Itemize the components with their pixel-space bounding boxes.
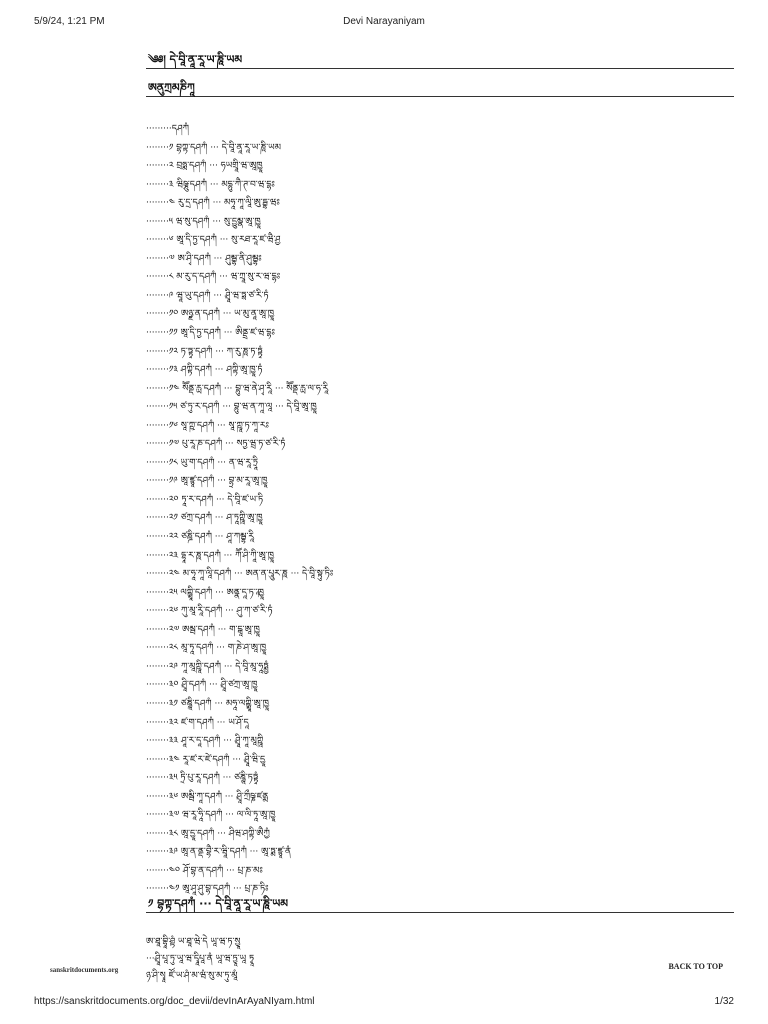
toc-link[interactable]: ········༢༥ ལཀྵྨཱི་དཤཀཾ ··· ཨནྣ་དཱ་ཏ་ཱ་ཁྱཱ [146,587,264,598]
toc-link[interactable]: ········༩ ཝཱ་ཡུ་དཤཀཾ ··· ཤྲཱི་ཝ་ཏྶ་ཙ་རི་ཏཾ [146,290,269,301]
page-number: 1/32 [714,996,734,1007]
toc-link[interactable]: ········༡༢ ཏ་ཏྟྭ་དཤཀཾ ··· ཀ་རུ་ཎཱ་ཏ་ཏྟྭཾ [146,346,263,357]
toc-link[interactable]: ········༤༡ ཨཱ་ཤཱ་ཤུ་བྷ་དཤཀཾ ··· པྲ་ཎ་ཏིཿ [146,884,269,895]
toc-link[interactable]: ········༢༧ ཨམྦ་དཤཀཾ ··· ག་ངྒཱ་ཨཱ་ཁྱཱ [146,624,260,635]
toc-link[interactable]: ········༣༢ ཛ་ག་དཤཀཾ ··· ཡ་ཤོ་དཱ [146,717,249,728]
toc-item [146,751,734,770]
toc-link[interactable]: ········༦ ཨཱ་དི་ཏྱ་དཤཀཾ ··· སུ་རཐ་རཱ་ཛ་ཝཻ་ཤྱ [146,235,281,246]
toc-item [146,639,734,658]
table-of-contents [146,120,734,899]
toc-link[interactable]: ········༣༥ ཏྲི་པུ་རཱ་དཤཀཾ ··· ཙཎྜཱི་ཏཏྟྭཾ [146,773,259,784]
verse-line: ···ཤྲཱི་པཱ་ཏུ་ཡཱ་ཝ་དྭཱིཔཱ་ནཾ ཡཱ་ཝ་ཏྱཱ་ཡཱ ཏྭཱ [146,954,255,964]
toc-link[interactable]: ········༣༨ ཨཱ་དྱཱ་དཤཀཾ ··· ཤིཝ་ཤཀྟི་ཨཻཀྱཾ [146,828,270,839]
toc-link[interactable]: ········༡༦ སཱ་ཀྵ་དཤཀཾ ··· སཱ་ཀྵཱ་ཏ་ཀཱ་རཿ [146,420,269,431]
toc-item [146,157,734,176]
toc-link[interactable]: ········༢༣ དྷཱ་ར་ཎཱ་དཤཀཾ ··· ཀཽ་ཤི་ཀཱི་ཨཱ་ཁྱཱ [146,550,274,561]
toc-item [146,676,734,695]
toc-item [146,862,734,881]
toc-item [146,380,734,399]
section-heading: ༡ བྷཀྟ་དཤཀཾ ··· དེ་བཱི་ནཱ་རཱ་ཡ་ཎཱི་ཡམ [146,896,734,913]
toc-link[interactable]: ········༡ བྷཀྟ་དཤཀཾ ··· དེ་བཱི་ནཱ་རཱ་ཡ་ཎཱི་ཡམ [146,142,281,153]
toc-link[interactable]: ········༡༩ ཨཱ་ཛྙཱ་དཤཀཾ ··· བྷྲ་མ་རཱ་ཨཱ་ཁྱཱ [146,476,268,487]
toc-item [146,658,734,677]
toc-link[interactable]: ········༣༡ ཙཎྜཱི་དཤཀཾ ··· མཧཱ་ལཀྵྨཱི་ཨཱ་ཁྱཱ [146,698,269,709]
verse-line: ཨ་ཐཱ་བྷཱི་ཤྟཾ ཡ་ཐཱ་ཝེ་དེ ཡཱ་ཝ་ཏ་སྱཱ [146,937,241,947]
toc-item [146,491,734,510]
toc-item [146,565,734,584]
toc-link[interactable]: ········༢༦ ཀུ་མཱ་རཱི་དཤཀཾ ··· ཤུ་ཀ་ཙ་རི་ཏཾ [146,606,273,617]
page-url: https://sanskritdocuments.org/doc_devii/devInArAyaNIyam.html [34,996,315,1007]
toc-item [146,695,734,714]
toc-item [146,194,734,213]
toc-item [146,843,734,862]
toc-item [146,547,734,566]
toc-link[interactable]: ········༡༤ སཽནྡ་རྻ་དཤཀཾ ··· བྷུ་ཝ་ནེ་ཤྭ་རཱི ··· སཽནྡ་རྻ་ལ་ཧ་རཱི [146,383,329,394]
toc-item [146,769,734,788]
toc-link[interactable]: ········༣ ཝིཥྞུ་དཤཀཾ ··· མདྷུ་ཀཻ་ཊ་བ་ཝ་དྷཿ [146,179,275,190]
print-header [34,16,734,30]
toc-item [146,268,734,287]
toc-link[interactable]: ········༣༣ ཤཱ་ར་དཱ་དཤཀཾ ··· ཤྲཱི་ཀཱ་མཱཀྵཱི [146,736,264,747]
toc-item [146,361,734,380]
toc-item [146,435,734,454]
toc-link[interactable]: ········༡༠ ཨཉྫ་ན་དཤཀཾ ··· ཡ་མུ་ནཱ་ཨཱ་ཁྱཱ [146,309,275,320]
toc-link[interactable]: ········༤ རུ་དྲ་དཤཀཾ ··· མཧཱ་ཀཱ་ལཱི་ཨུ་དྦྷ་ཝཿ [146,198,280,209]
toc-link[interactable]: ········༢༠ ཏཱ་ར་དཤཀཾ ··· དེ་བཱི་ཛ་ཡ་ཏི [146,494,264,505]
toc-item [146,139,734,158]
toc-link[interactable]: ········༢ བྲཧྨ་དཤཀཾ ··· ཧཡགྲཱི་ཝ་ཨཱཁྱཱ [146,161,263,172]
toc-link[interactable]: ········༢༡ ཙཀྲ་དཤཀཾ ··· ཤ་ཏཱཀྵཱི་ཨཱ་ཁྱཱ [146,513,263,524]
contents-heading: ཨནུཀྲམཎིཀཱ [146,80,734,97]
back-to-top-link[interactable]: BACK TO TOP [668,962,723,971]
toc-link[interactable]: ········༤༠ ཤོ་བྷ་ན་དཤཀཾ ··· པྲ་ཎ་མཿ [146,865,263,876]
toc-item [146,120,734,139]
toc-item [146,454,734,473]
toc-item [146,825,734,844]
toc-item [146,528,734,547]
toc-link[interactable]: ········༨ མ་རུ་ད་དཤཀཾ ··· ཝ་ཀྲཱ་སུ་ར་ཝ་དྷཿ [146,272,281,283]
toc-link[interactable]: ········༥ ཝ་སུ་དཤཀཾ ··· སུ་དྱུམྣ་ཨཱ་ཁྱཱ [146,216,261,227]
toc-link[interactable]: ········༧ ཨ་ཤྭི་དཤཀཾ ··· ཤུམྦྷ་ནི་ཤུམྦྷཿ [146,253,262,264]
toc-link[interactable]: ········༣༦ ཨམྦི་ཀཱ་དཤཀཾ ··· ཤྲཱི་ཀྲྀཥྞ་ཛནྨ [146,791,269,802]
toc-link[interactable]: ········༣༤ རཱ་ཛ་ར་ཛེ་དཤཀཾ ··· ཤྲཱི་ཝི་དྱཱ [146,754,266,765]
toc-item [146,213,734,232]
toc-item [146,509,734,528]
toc-item [146,714,734,733]
site-logo[interactable]: sanskritdocuments.org [50,966,119,974]
toc-item [146,417,734,436]
toc-link[interactable]: ········༡༥ ཙ་ཏུ་ར་དཤཀཾ ··· བྷུ་ཝ་ན་ཀཱ་ལཱ ··· དེ་བཱི་ཨཱ་ཁྱཱ [146,402,317,413]
toc-link[interactable]: ········༢༨ མཱ་ཏཱ་དཤཀཾ ··· ག་ཎེ་ཤ་ཨཱ་ཁྱཱ [146,643,267,654]
toc-item [146,602,734,621]
toc-link[interactable]: ········༡༨ ཡུ་ག་དཤཀཾ ··· ན་ཝ་རཱ་ཏྲཱི [146,457,258,468]
document-title: ༄༅། དེ་བཱི་ནཱ་རཱ་ཡ་ཎཱི་ཡམ [146,52,734,69]
toc-item [146,584,734,603]
print-footer [34,996,734,1010]
toc-item [146,250,734,269]
print-doc-title: Devi Narayaniyam [343,16,425,27]
toc-link[interactable]: ·········དཤཀཾ [146,124,189,134]
toc-item [146,621,734,640]
toc-item [146,788,734,807]
toc-item [146,176,734,195]
toc-item [146,324,734,343]
toc-link[interactable]: ········༣༩ ཨཱ་ན་ནྡ་བྷཻ་ར་ཝཱི་དཤཀཾ ··· ཨཱ་ཏྨ་ཛྙཱ་ནཾ [146,847,291,858]
toc-item [146,732,734,751]
verse-block [146,934,734,985]
toc-link[interactable]: ········༡༣ ཤཀྟི་དཤཀཾ ··· ཤཀྟི་ཨཱ་ཁྱཱ་ཏཾ [146,365,263,376]
toc-item [146,398,734,417]
print-datetime: 5/9/24, 1:21 PM [34,16,105,27]
toc-item [146,231,734,250]
toc-item [146,287,734,306]
toc-item [146,472,734,491]
toc-link[interactable]: ········༣༧ ཝ་རཱ་ཧཱི་དཤཀཾ ··· ལ་ལི་ཏཱ་ཨཱ་ཁྱཱ [146,810,276,821]
toc-item [146,343,734,362]
toc-link[interactable]: ········༣༠ ཤྲཱི་དཤཀཾ ··· ཤྲཱི་ཙཀྲ་ཨཱ་ཁྱཱ [146,680,258,691]
toc-link[interactable]: ········༢༤ མ་ཧཱ་ཀཱ་ལཱི་དཤཀཾ ··· ཨན་ན་པཱུར་ཎཱ ··· དེ་བཱི་སྟུ་ཏིཿ [146,569,334,580]
toc-item [146,305,734,324]
verse-line: ཉ་ཤི་སྭཱ ཛོ་ཡ་ཤཾ་མ་ཝཾ་སུ་མ་ཏུ་མཱཾ [146,971,238,981]
toc-link[interactable]: ········༡༡ ཨཱ་དི་ཏྱ་དཤཀཾ ··· ཨིནྡྲ་ཛ་ཝ་དྷཿ [146,328,275,339]
toc-link[interactable]: ········༡༧ པུ་རཱ་ཎ་དཤཀཾ ··· སཏྱ་ཝྲ་ཏ་ཙ་རི་ཏཾ [146,439,286,450]
toc-item [146,806,734,825]
toc-link[interactable]: ········༢༩ ཀཱ་མཱཀྵཱི་དཤཀཾ ··· དེ་བཱི་མཱ་ཧཱཏྨྱཾ [146,661,269,672]
toc-link[interactable]: ········༢༢ ཙཎྜི་དཤཀཾ ··· ཤཱ་ཀམྦྷ་རཱི [146,532,254,543]
